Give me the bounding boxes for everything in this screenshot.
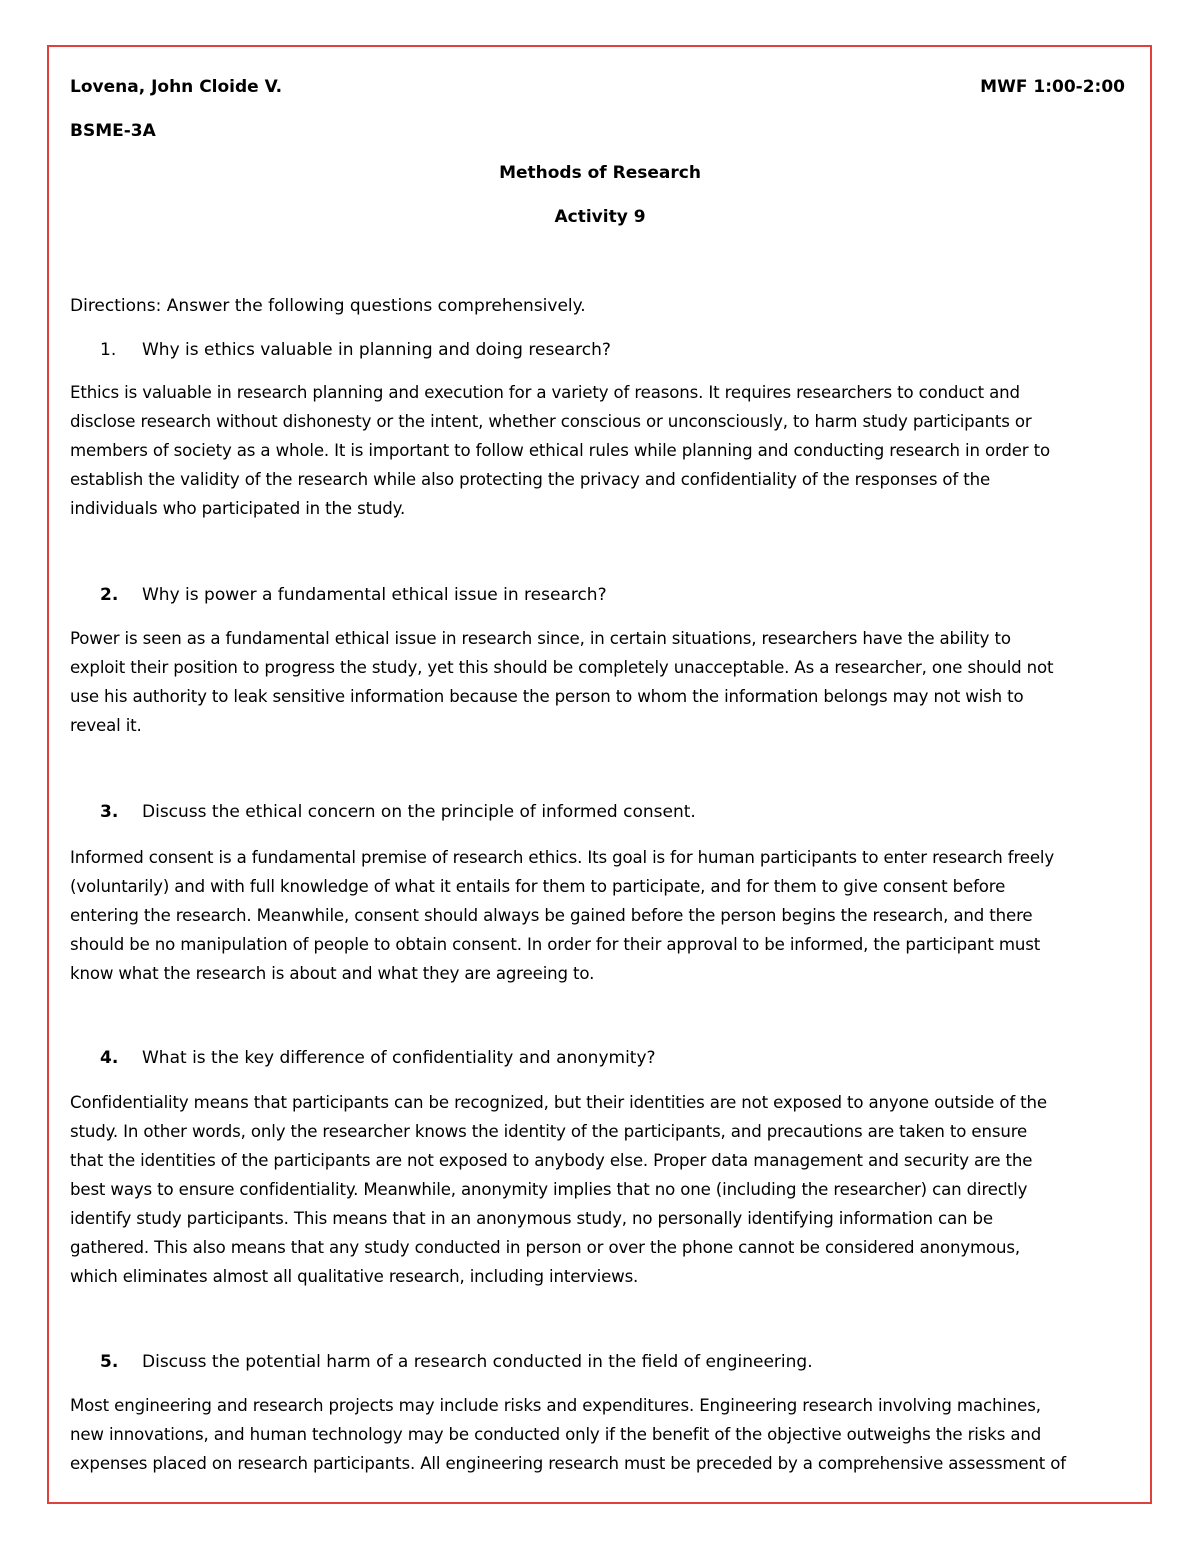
question-number: 4. xyxy=(100,1048,119,1068)
answer-line: identify study participants. This means that in an anonymous study, no personally identifying information can be xyxy=(70,1209,993,1228)
question-text: What is the key difference of confidentiality and anonymity? xyxy=(142,1048,656,1068)
answer-line: study. In other words, only the researcher knows the identity of the participants, and precautions are taken to ensure xyxy=(70,1122,1028,1141)
answer-line: expenses placed on research participants. All engineering research must be preceded by a comprehensive assessment of xyxy=(70,1454,1066,1473)
question-3 xyxy=(100,802,696,822)
question-text: Discuss the potential harm of a research conducted in the field of engineering. xyxy=(142,1352,813,1372)
class-schedule: MWF 1:00-2:00 xyxy=(980,77,1125,97)
question-text: Why is power a fundamental ethical issue in research? xyxy=(142,585,607,605)
answer-line: Most engineering and research projects may include risks and expenditures. Engineering research involving machines, xyxy=(70,1396,1041,1415)
question-4 xyxy=(100,1048,656,1068)
question-text: Discuss the ethical concern on the principle of informed consent. xyxy=(142,802,696,822)
answer-line: reveal it. xyxy=(70,716,142,735)
course-title: Methods of Research xyxy=(499,163,701,183)
answer-4 xyxy=(70,1088,1135,1291)
answer-3 xyxy=(70,843,1135,988)
answer-line: disclose research without dishonesty or the intent, whether conscious or unconsciously, to harm study participants or xyxy=(70,412,1032,431)
answer-line: Confidentiality means that participants can be recognized, but their identities are not exposed to anyone outside of the xyxy=(70,1093,1047,1112)
answer-line: Ethics is valuable in research planning and execution for a variety of reasons. It requires researchers to conduct and xyxy=(70,383,1020,402)
answer-1 xyxy=(70,378,1135,523)
answer-line: best ways to ensure confidentiality. Meanwhile, anonymity implies that no one (including the researcher) can directly xyxy=(70,1180,1028,1199)
answer-line: new innovations, and human technology may be conducted only if the benefit of the objective outweighs the risks and xyxy=(70,1425,1042,1444)
question-number: 3. xyxy=(100,802,119,822)
answer-line: (voluntarily) and with full knowledge of what it entails for them to participate, and for them to give consent before xyxy=(70,877,1006,896)
answer-5 xyxy=(70,1391,1135,1478)
answer-2 xyxy=(70,624,1135,740)
question-1 xyxy=(100,340,611,360)
directions-text: Directions: Answer the following questions comprehensively. xyxy=(70,296,586,316)
answer-line: individuals who participated in the study. xyxy=(70,499,406,518)
answer-line: Informed consent is a fundamental premise of research ethics. Its goal is for human participants to enter research freely xyxy=(70,848,1055,867)
answer-line: know what the research is about and what they are agreeing to. xyxy=(70,964,595,983)
question-number: 5. xyxy=(100,1352,119,1372)
answer-line: establish the validity of the research while also protecting the privacy and confidentiality of the responses of the xyxy=(70,470,991,489)
student-section: BSME-3A xyxy=(70,121,156,141)
answer-line: members of society as a whole. It is important to follow ethical rules while planning and conducting research in order to xyxy=(70,441,1050,460)
answer-line: gathered. This also means that any study conducted in person or over the phone cannot be considered anonymous, xyxy=(70,1238,1020,1257)
question-5 xyxy=(100,1352,813,1372)
answer-line: entering the research. Meanwhile, consent should always be gained before the person begins the research, and there xyxy=(70,906,1033,925)
answer-line: should be no manipulation of people to obtain consent. In order for their approval to be informed, the participant must xyxy=(70,935,1041,954)
question-2 xyxy=(100,585,607,605)
question-number: 1. xyxy=(100,340,117,360)
answer-line: which eliminates almost all qualitative research, including interviews. xyxy=(70,1267,639,1286)
answer-line: use his authority to leak sensitive information because the person to whom the information belongs may not wish to xyxy=(70,687,1024,706)
question-text: Why is ethics valuable in planning and doing research? xyxy=(142,340,611,360)
question-number: 2. xyxy=(100,585,119,605)
student-name: Lovena, John Cloide V. xyxy=(70,77,283,97)
answer-line: Power is seen as a fundamental ethical issue in research since, in certain situations, researchers have the ability to xyxy=(70,629,1011,648)
activity-title: Activity 9 xyxy=(554,207,646,227)
answer-line: that the identities of the participants are not exposed to anybody else. Proper data management and security are the xyxy=(70,1151,1033,1170)
answer-line: exploit their position to progress the study, yet this should be completely unacceptable. As a researcher, one should not xyxy=(70,658,1054,677)
